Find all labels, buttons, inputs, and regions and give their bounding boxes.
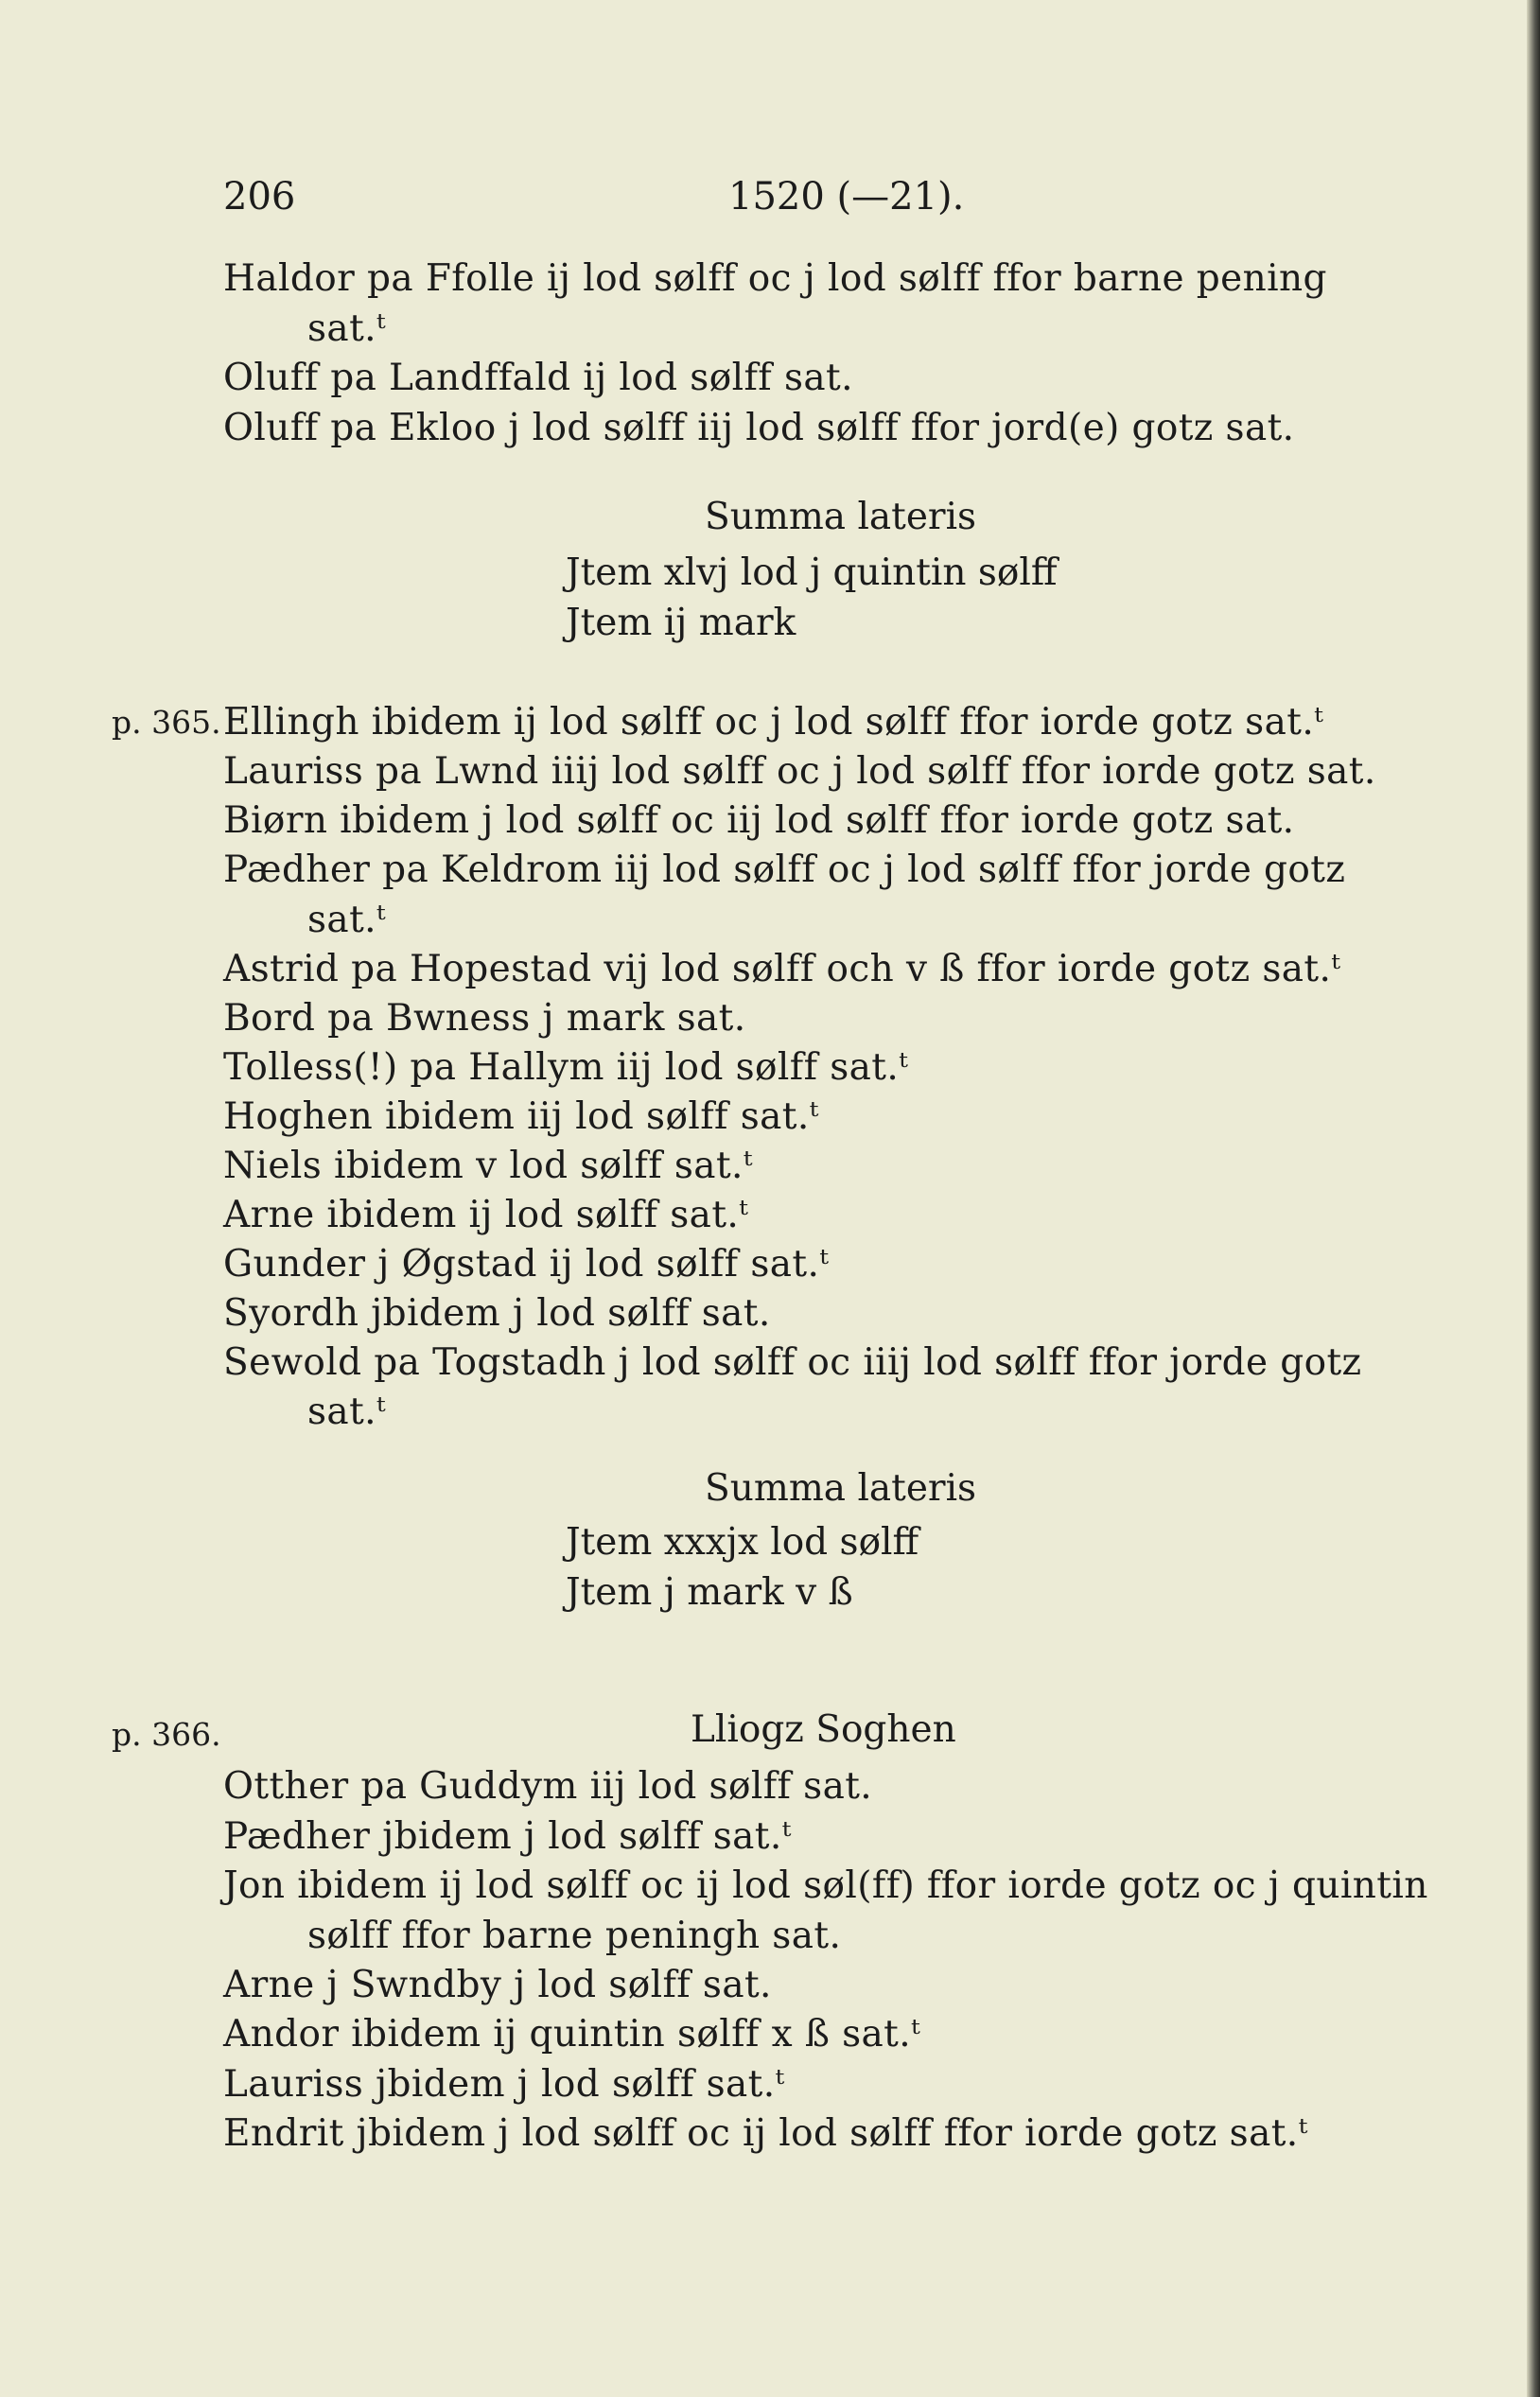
text-line: sat.ᵗ: [307, 307, 386, 350]
text-line: Niels ibidem v lod sølff sat.ᵗ: [223, 1145, 753, 1187]
section-heading: Lliogz Soghen: [691, 1708, 956, 1751]
summa-heading: Summa lateris: [705, 496, 977, 538]
text-line: sølff ffor barne peningh sat.: [307, 1915, 842, 1957]
margin-page-ref: p. 365.: [112, 704, 221, 741]
text-line: Andor ibidem ij quintin sølff x ß sat.ᵗ: [223, 2013, 921, 2056]
text-line: Sewold pa Togstadh j lod sølff oc iiij lod sølff ffor jorde gotz: [223, 1341, 1362, 1384]
text-line: Pædher jbidem j lod sølff sat.ᵗ: [223, 1815, 792, 1858]
summa-line: Jtem xxxjx lod sølff: [566, 1521, 919, 1564]
text-line: Endrit jbidem j lod sølff oc ij lod sølff ffor iorde gotz sat.ᵗ: [223, 2112, 1308, 2155]
summa-line: Jtem ij mark: [566, 602, 796, 644]
text-line: Lauriss jbidem j lod sølff sat.ᵗ: [223, 2063, 785, 2106]
summa-line: Jtem xlvj lod j quintin sølff: [566, 551, 1058, 594]
text-line: Hoghen ibidem iij lod sølff sat.ᵗ: [223, 1095, 819, 1138]
text-line: Astrid pa Hopestad vij lod sølff och v ß ffor iorde gotz sat.ᵗ: [223, 948, 1341, 990]
text-line: sat.ᵗ: [307, 899, 386, 941]
text-line: Jon ibidem ij lod sølff oc ij lod søl(ff) ffor iorde gotz oc j quintin: [223, 1864, 1428, 1907]
text-line: Otther pa Guddym iij lod sølff sat.: [223, 1765, 873, 1808]
running-title: 1520 (—21).: [728, 175, 965, 219]
text-line: Oluff pa Landffald ij lod sølff sat.: [223, 357, 853, 399]
text-line: sat.ᵗ: [307, 1391, 386, 1433]
margin-page-ref: p. 366.: [112, 1716, 221, 1753]
text-line: Arne ibidem ij lod sølff sat.ᵗ: [223, 1194, 749, 1236]
summa-line: Jtem j mark v ß: [566, 1571, 853, 1614]
text-line: Haldor pa Ffolle ij lod sølff oc j lod sølff ffor barne pening: [223, 257, 1327, 300]
text-line: Ellingh ibidem ij lod sølff oc j lod sølff ffor iorde gotz sat.ᵗ: [223, 701, 1324, 744]
page-edge: [1527, 0, 1540, 2397]
text-line: Gunder j Øgstad ij lod sølff sat.ᵗ: [223, 1243, 830, 1286]
text-line: Bord pa Bwness j mark sat.: [223, 997, 746, 1040]
text-line: Arne j Swndby j lod sølff sat.: [223, 1964, 772, 2006]
text-line: Syordh jbidem j lod sølff sat.: [223, 1292, 771, 1335]
page-number: 206: [223, 175, 296, 219]
summa-heading: Summa lateris: [705, 1467, 977, 1510]
text-line: Oluff pa Ekloo j lod sølff iij lod sølff ffor jord(e) gotz sat.: [223, 407, 1295, 449]
text-line: Biørn ibidem j lod sølff oc iij lod sølff ffor iorde gotz sat.: [223, 799, 1295, 842]
text-line: Tolless(!) pa Hallym iij lod sølff sat.ᵗ: [223, 1046, 909, 1089]
text-line: Lauriss pa Lwnd iiij lod sølff oc j lod sølff ffor iorde gotz sat.: [223, 750, 1376, 793]
text-line: Pædher pa Keldrom iij lod sølff oc j lod sølff ffor jorde gotz: [223, 849, 1346, 891]
